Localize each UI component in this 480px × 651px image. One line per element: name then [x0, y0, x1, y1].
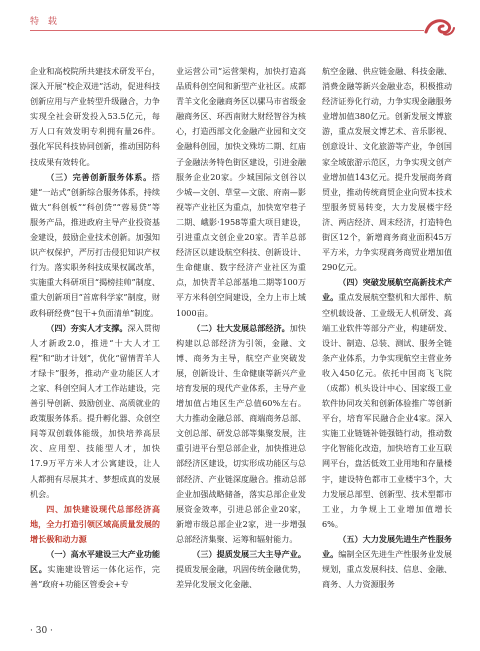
paragraph — [322, 64, 452, 275]
paragraph-text: 航空金融、供应链金融、科技金融、消费金融等新兴金融业态，积极推动经济证券化行动，力争实现金融服务业增加值380亿元。创新发展文博旅游，重点发展文博艺术、音乐影视、创意设计、文化旅游等产业，争创国家全域旅游示范区，力争实现文创产业增加值143亿元。提升发展商务商贸业，推动传统商贸企业向贸本技术型服务贸易转变，大力发展楼宇经济、两店经济、周末经济，打造特色街区12个，新增商务商业面积45万平方米，力争实现商务商贸业增加值290亿元。 — [322, 66, 452, 273]
paragraph — [30, 170, 160, 321]
paragraph-text: 加快构建以总部经济为引领，金融、文博、商务为主导，航空产业突破发展，创新设计、生命健康等新兴产业培育发展的现代产业体系，主导产业增加值占地区生产总值60%左右。大力推动金融总部、商端商务总部、文创总部、研发总部等集聚发展，注重引进平台型总部企业，加快推进总部经济区建设，切实形成功能区与总部经济、产业链深度融合。推动总部企业加强战略储备，落实总部企业发展资金效率，引进总部企业20家，新增市级总部企业2家，进一步增强总部经济集聚、运筹和辐射能力。 — [176, 322, 306, 544]
paragraph — [30, 64, 160, 170]
text-column-3 — [322, 64, 452, 618]
paragraph — [176, 321, 306, 547]
text-column-2 — [176, 64, 306, 618]
paragraph-text: 实施建设管运一体化运作，完善“政府+功能区管委会+专 — [30, 564, 160, 590]
subsection-title: （三）完善创新服务体系。 — [46, 171, 152, 182]
subsection-title: （一）高水平建设三大产业功能区。 — [30, 549, 160, 575]
paragraph — [30, 321, 160, 502]
subsection-title: （五）大力发展先进生产性服务业。 — [322, 533, 452, 559]
paragraph — [176, 547, 306, 592]
paragraph — [322, 275, 452, 532]
subsection-title: （四）夯实人才支撑。 — [46, 322, 128, 333]
paragraph-text: 提质发展金融，巩固传统金融优势，差异化发展文化金融、 — [176, 564, 306, 590]
section-tag: 特 载 — [30, 17, 60, 27]
paragraph-text: 深入贯彻人才新政2.0，推进“十大人才工程”和“助才计划”，优化“留情青羊人才绿卡”服务，推动产业功能区人才之家、科创空间人才工作站建设，完善引导创新、鼓励创业、高质就业的政策服务体系。提升孵化器、众创空间等双创载体能级，加快培养高层次、应用型、技能型人才，加快17.9万平方米人才公寓建设，让人人都拥有尽展其才、梦想成真的发展机会。 — [30, 322, 160, 499]
subsection-title: （三）提质发展三大主导产业。 — [192, 549, 306, 559]
paragraph — [30, 547, 160, 592]
text-column-1 — [30, 64, 160, 618]
subsection-title: （四）突破发展航空高新技术产业。 — [322, 277, 452, 303]
paragraph-text: 企业和高校院所共建技术研发平台，深入开展“校企双进”活动，促进科技创新应用与产业转型升级融合，力争实现全社会研发投入53.5亿元，每万人口有效发明专利拥有量26件。强化军民科技协同创新，推动国防科技成果有效转化。 — [30, 66, 160, 167]
brand-swirl-logo — [422, 14, 456, 40]
article-body — [30, 64, 452, 618]
paragraph — [176, 64, 306, 321]
paragraph — [322, 532, 452, 592]
section-heading: 四、加快建设现代总部经济高地，全力打造引领区域高质量发展的增长极和动力源 — [30, 503, 160, 544]
page-number: · 30 · — [30, 626, 53, 636]
paragraph-text: 搭建“一站式”创新综合服务体系，持续做大“科创板”“科创贷”“蓉易贷”等服务产品，推进政府主导产业投资基金建设，鼓励企业技术创新。加强知识产权保护，严厉打击侵犯知识产权行为。落实职务科技成果权属改革，实施重大科研项目“揭榜挂帅”制度、重大创新项目“首席科学家”制度，财政科研经费“包干+负面清单”制度。 — [30, 171, 160, 318]
header-rule — [30, 30, 424, 31]
paragraph-text: 重点发展航空整机和大部件、航空机载设备、工业级无人机研发、高端工业软件等部分产业，构建研发、设计、制造、总装、测试、服务全链条产业体系，力争实现航空主营业务收入450亿元。依托中国商飞飞院（成都）机头设计中心、国家级工业软件协同攻关和创新体验推广等创新平台，培育军民融合企业4家。深入实施工业链链补链强链行动，推动数字化智能化改造，加快培育工业互联网平台，盘活低效工业用地和存量楼宇，建设特色都市工业楼宇3个，大力发展总部型、创新型、技术型都市工业，力争规上工业增加值增长6%。 — [322, 292, 452, 529]
subsection-title: （二）壮大发展总部经济。 — [192, 322, 290, 333]
paragraph-text: 编制全区先进生产性服务业发展规划，重点发展科技、信息、金融、商务、人力资源服务 — [322, 549, 452, 590]
page-header — [0, 0, 480, 52]
paragraph-text: 业运营公司”运营架构，加快打造高品质科创空间和新型产业社区。成都青羊文化金融商务区以骡马市省级金融商务区、环西南财大财经智谷为核心，打造西部文化金融产业园和文交金融科创园，加快文殊坊二期、红庙子金融法务特色街区建设，引进金融服务企业20家。少城国际文创谷以少城—文创、草堂—文旅、府南—影视等产业社区为重点，加快宽窄巷子二期、峨影·1958等重大项目建设，引进重点文创企业20家。青羊总部经济区以建设航空科技、创新设计、生命健康、数字经济产业社区为重点，加快青羊总部基地二期等100万平方米科创空间建设，全力上市上域1000亩。 — [176, 66, 306, 318]
